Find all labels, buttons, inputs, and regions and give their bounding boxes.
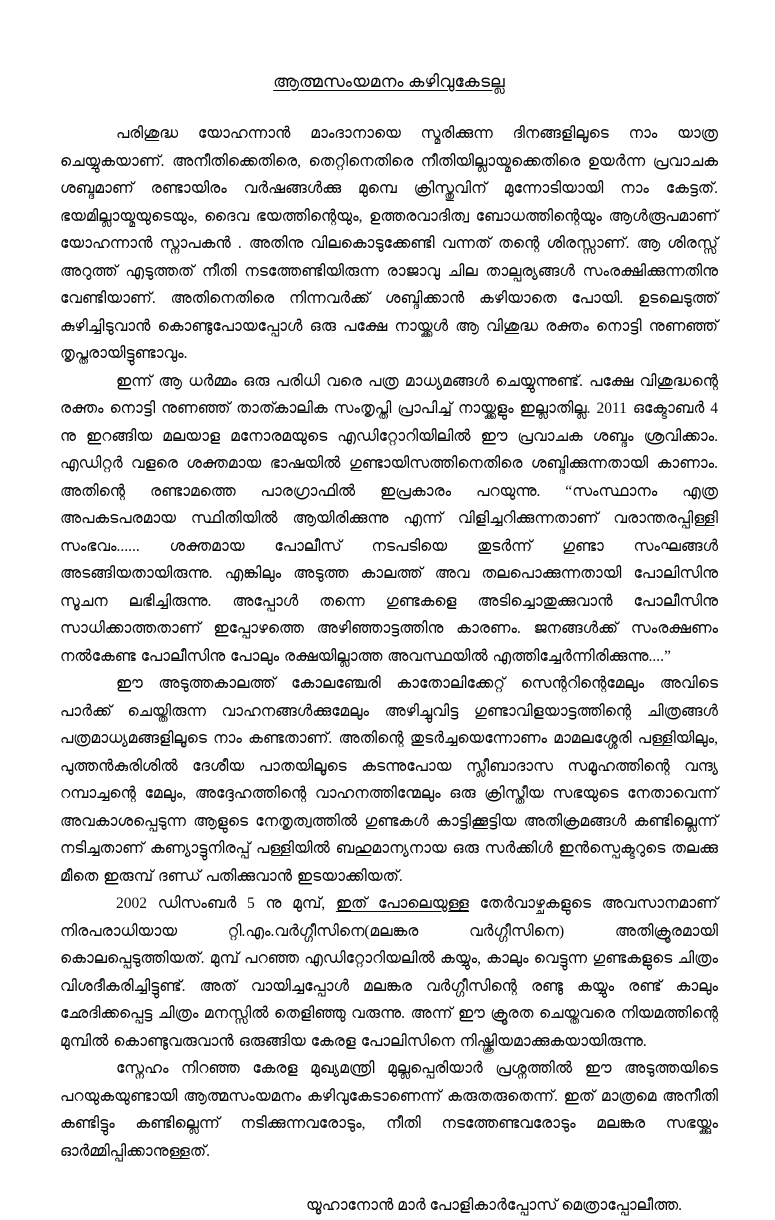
paragraph-4-post: തേർവാഴ്ചകളുടെ അവസാനമാണ് നിരപരാധിയായ റ്റി.എം.വർഗ്ഗീസിനെ(മലങ്കര വർഗ്ഗീസിനെ) അതിക്രൂരമായി കൊലപ്പെടുത്തിയത്. മുമ്പ് പറഞ്ഞ എഡിറ്റോറിയലിൽ കയ്യും, കാലും വെട്ടുന്ന ഗുണ്ടകളുടെ ചിത്രം വിശദീകരിച്ചിട്ടുണ്ട്. അത് വായിച്ചപ്പോൾ മലങ്കര വർഗ്ഗീസിന്റെ രണ്ടു കയ്യും രണ്ട് കാലും ഛേദിക്കപ്പെട്ട ചിത്രം മനസ്സിൽ തെളിഞ്ഞു വരുന്നു. അന്ന് ഈ ക്രൂരത ചെയ്തവരെ നിയമത്തിന്റെ മുമ്പിൽ കൊണ്ടുവരുവാൻ ഒരുങ്ങിയ കേരള പോലിസിനെ നിഷ്ക്രിയമാക്കുകയായിരുന്നു. (60, 895, 718, 1050)
paragraph-2: ഇന്ന് ആ ധർമ്മം ഒരു പരിധി വരെ പത്ര മാധ്യമങ്ങൾ ചെയ്യുന്നുണ്ട്. പക്ഷേ വിശുദ്ധന്റെ രക്തം നൊട്ടി നുണഞ്ഞ് താത്കാലിക സംതൃപ്തി പ്രാപിച്ച് നായ്ക്കളും ഇല്ലാതില്ല. 2011 ഒക്ടോബർ 4 നു ഇറങ്ങിയ മലയാള മനോരമയുടെ എഡിറ്റോറിയിലിൽ ഈ പ്രവാചക ശബ്ദം ശ്രവിക്കാം. എഡിറ്റർ വളരെ ശക്തമായ ഭാഷയിൽ ഗുണ്ടായിസത്തിനെതിരെ ശബ്ദിക്കുന്നതായി കാണാം. അതിന്റെ രണ്ടാമത്തെ പാരഗ്രാഫിൽ ഇപ്രകാരം പറയുന്നു. “സംസ്ഥാനം എത്ര അപകടപരമായ സ്ഥിതിയിൽ ആയിരിക്കുന്നു എന്ന് വിളിച്ചറിക്കുന്നതാണ് വരാന്തരപ്പിള്ളി സംഭവം...... ശക്തമായ പോലീസ് നടപടിയെ തുടർന്ന് ഗുണ്ടാ സംഘങ്ങൾ അടങ്ങിയതായിരുന്നു. എങ്കിലും അടുത്ത കാലത്ത് അവ തലപൊക്കുന്നതായി പോലിസിനു സൂചന ലഭിച്ചിരുന്നു. അപ്പോൾ തന്നെ ഗുണ്ടകളെ അടിച്ചൊതുക്കുവാൻ പോലീസിനു സാധിക്കാത്തതാണ് ഇപ്പോഴത്തെ അഴിഞ്ഞാട്ടത്തിനു കാരണം. ജനങ്ങൾക്ക് സംരക്ഷണം നൽകേണ്ട പോലീസിനു പോലും രക്ഷയില്ലാത്ത അവസ്ഥയിൽ എത്തിച്ചേർന്നിരിക്കുന്നു....” (60, 372, 718, 665)
signature-line: യൂഹാനോൻ മാർ പോളികാർപ്പോസ് മെത്രാപ്പോലീത്ത. (305, 1197, 682, 1214)
paragraph-4-underlined-phrase: ഇത് പോലെയുള്ള (335, 895, 469, 912)
paragraph-3: ഈ അടുത്തകാലത്ത് കോലഞ്ചേരി കാതോലിക്കേറ്റ് സെന്ററിന്റെമേലും അവിടെ പാർക്ക് ചെയ്തിരുന്ന വാഹനങ്ങൾക്കുമേലും അഴിച്ചുവിട്ട ഗുണ്ടാവിളയാട്ടത്തിന്റെ ചിത്രങ്ങൾ പത്രമാധ്യമങ്ങളിലൂടെ നാം കണ്ടതാണ്. അതിന്റെ തുടർച്ചയെന്നോണം മാമലശ്ശേരി പള്ളിയിലും, പുത്തൻകുരിശിൽ ദേശീയ പാതയിലൂടെ കടന്നുപോയ സ്ലീബാദാസ സമൂഹത്തിന്റെ വന്ദ്യ റമ്പാച്ചന്റെ മേലും, അദ്ദേഹത്തിന്റെ വാഹനത്തിന്മേലും ഒരു ക്രിസ്തീയ സഭയുടെ നേതാവെന്ന് അവകാശപ്പെടുന്ന ആളുടെ നേതൃത്വത്തിൽ ഗുണ്ടകൾ കാട്ടിക്കൂട്ടിയ അതിക്രമങ്ങൾ കണ്ടില്ലെന്ന് നടിച്ചതാണ് കണ്യാട്ടുനിരപ്പ് പള്ളിയിൽ ബഹുമാന്യനായ ഒരു സർക്കിൾ ഇൻസ്പെക്ടറുടെ തലക്കു മീതെ ഇരുമ്പ് ദണ്ഡ് പതിക്കുവാൻ ഇടയാക്കിയത്. (60, 675, 718, 885)
paragraph-4-pre: 2002 ഡിസംബർ 5 നു മുമ്പ്, (116, 895, 336, 912)
paragraph-1: പരിശുദ്ധ യോഹന്നാൻ മാംദാനായെ സ്മരിക്കുന്ന ദിനങ്ങളിലൂടെ നാം യാത്ര ചെയ്യുകയാണ്. അനീതിക്കെതിരെ, തെറ്റിനെതിരെ നീതിയില്ലായ്മക്കെതിരെ ഉയർന്ന പ്രവാചക ശബ്ദമാണ് രണ്ടായിരം വർഷങ്ങൾക്കു മുമ്പെ ക്രിസ്തുവിന് മുന്നോടിയായി നാം കേട്ടത്. ഭയമില്ലായ്മയുടെയും, ദൈവ ഭയത്തിന്റെയും, ഉത്തരവാദിത്വ ബോധത്തിന്റെയും ആൾരൂപമാണ് യോഹന്നാൻ സ്നാപകൻ . അതിനു വിലകൊടുക്കേണ്ടി വന്നത് തന്റെ ശിരസ്സാണ്. ആ ശിരസ്സ് അറുത്ത് എടുത്തത് നീതി നടത്തേണ്ടിയിരുന്ന രാജാവു ചില താല്പര്യങ്ങൾ സംരക്ഷിക്കുന്നതിനു വേണ്ടിയാണ്. അതിനെതിരെ നിന്നവർക്ക് ശബ്ദിക്കാൻ കഴിയാതെ പോയി. ഉടലെടുത്ത് കുഴിച്ചിടുവാൻ കൊണ്ടുപോയപ്പോൾ ഒരു പക്ഷേ നായ്ക്കൾ ആ വിശുദ്ധ രക്തം നൊട്ടി നുണഞ്ഞ് തൃപ്തരായിട്ടുണ്ടാവും. (60, 125, 718, 362)
paragraph-4 (60, 890, 718, 1055)
document-title: ആത്മസംയമനം കഴിവുകേടല്ല (273, 72, 505, 91)
paragraph-5: സ്നേഹം നിറഞ്ഞ കേരള മുഖ്യമന്ത്രി മുല്ലപ്പെരിയാർ പ്രശ്നത്തിൽ ഈ അടുത്തയിടെ പറയുകയുണ്ടായി ആത്മസംയമനം കഴിവുകേടാണെന്ന് കരുതരുതെന്ന്. ഇത് മാത്രമെ അനീതി കണ്ടിട്ടും കണ്ടില്ലെന്ന് നടിക്കുന്നവരോടും, നീതി നടത്തേണ്ടവരോടും മലങ്കര സഭയ്ക്കും ഓർമ്മിപ്പിക്കാനുള്ളത്. (60, 1060, 718, 1160)
